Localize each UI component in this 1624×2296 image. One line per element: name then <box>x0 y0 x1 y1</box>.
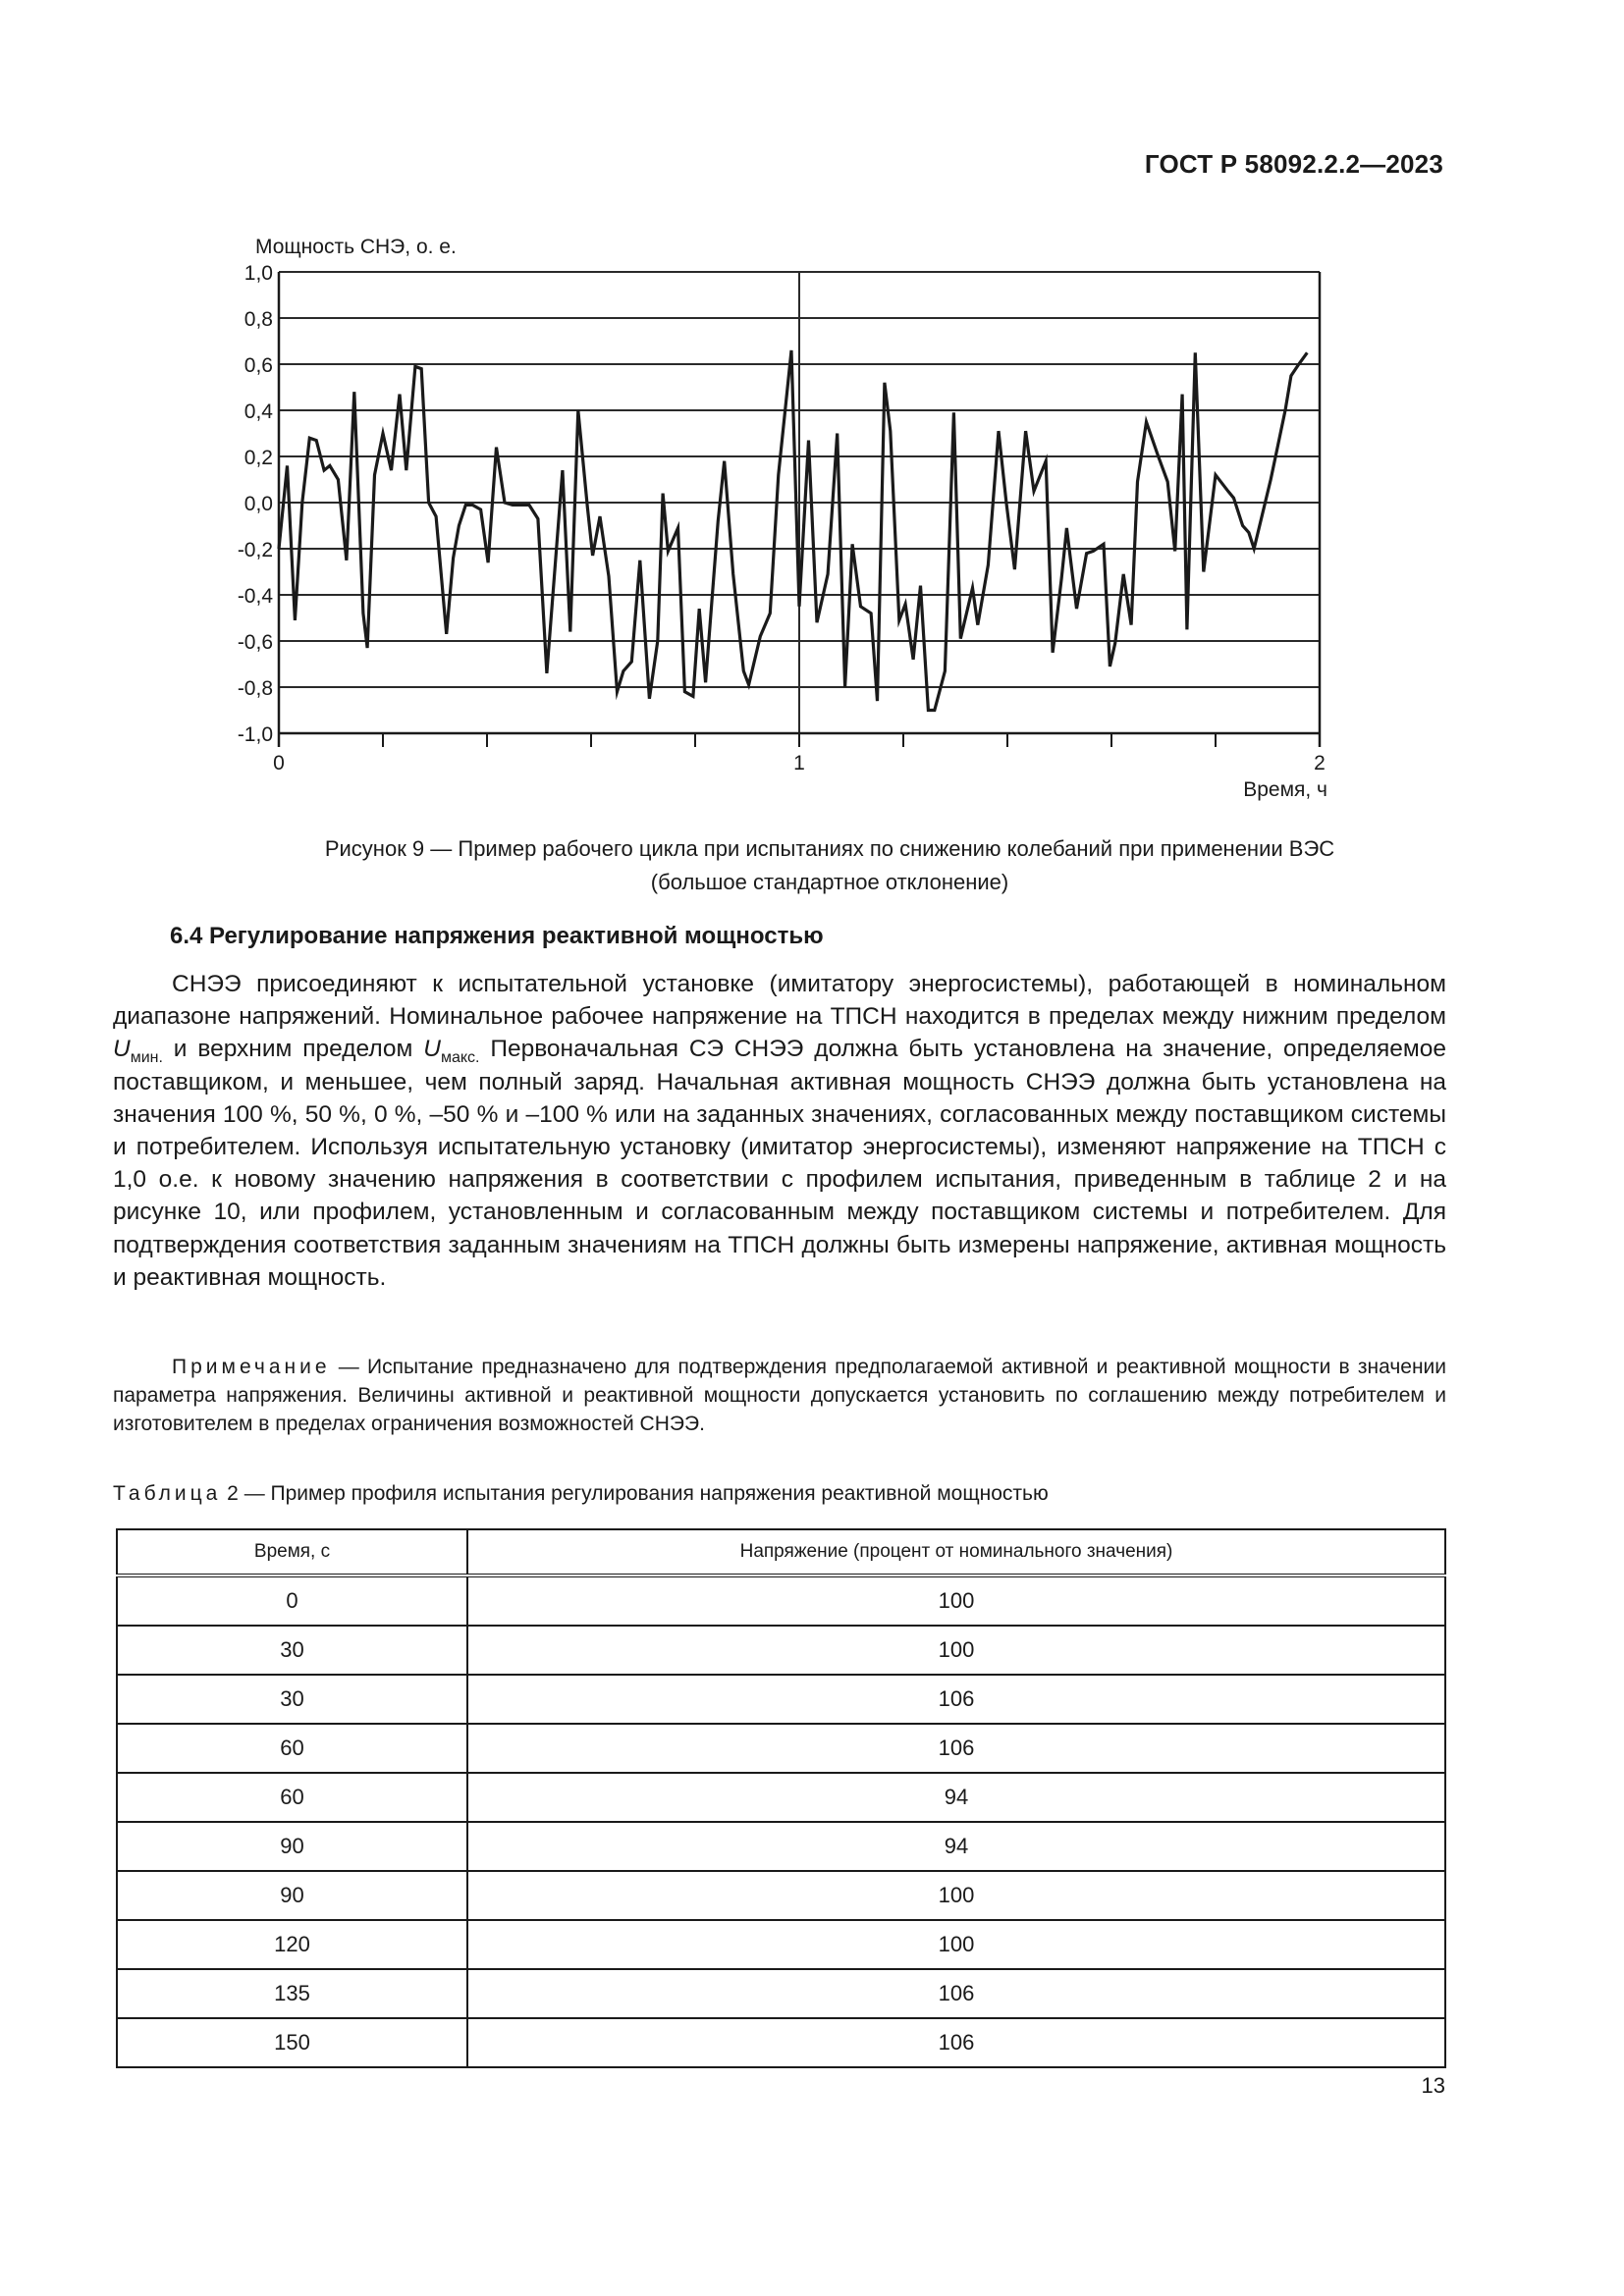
cell-time: 60 <box>117 1773 467 1822</box>
y-tick-label: 0,0 <box>244 493 273 515</box>
y-tick-label: -0,6 <box>237 631 273 654</box>
document-code-header: ГОСТ Р 58092.2.2—2023 <box>1144 149 1443 179</box>
paragraph-text-3: Первоначальная СЭ СНЭЭ должна быть установлена на значение, определяемое поставщиком, и меньшее, чем полный заряд. Начальная активная мощность СНЭЭ должна быть установлена на значения 100 %, 50 %, 0 %, –50 % и –100 % или на заданных значениях, согласованных между поставщиком системы и потребителем. Используя испытательную установку (имитатор энергосистемы), изменяют напряжение на ТПСН с 1,0 о.е. к новому значению напряжения в соответствии с профилем испытания, приведенным в таблице 2 и на рисунке 10, или профилем, установленным и согласованным между поставщиком системы и потребителем. Для подтверждения соответствия заданным значениям на ТПСН должны быть измерены напряжение, активная мощность и реактивная мощность. <box>113 1036 1446 1291</box>
header-voltage: Напряжение (процент от номинального значения) <box>467 1529 1445 1575</box>
cell-voltage: 106 <box>467 2018 1445 2067</box>
u-min-subscript: мин. <box>130 1049 163 1067</box>
page-number: 13 <box>1421 2073 1445 2098</box>
cell-voltage: 94 <box>467 1773 1445 1822</box>
cell-time: 60 <box>117 1724 467 1773</box>
cell-voltage: 106 <box>467 1675 1445 1724</box>
data-series-line <box>279 350 1307 711</box>
u-max-subscript: макс. <box>440 1049 480 1067</box>
cell-voltage: 100 <box>467 1575 1445 1626</box>
table-row <box>117 1675 1445 1724</box>
y-tick-label: 0,4 <box>244 400 273 423</box>
table-row <box>117 1920 1445 1969</box>
y-axis-label: Мощность СНЭ, о. е. <box>255 236 457 258</box>
x-axis-label: Время, ч <box>1243 778 1327 801</box>
figure-caption-line1: Рисунок 9 — Пример рабочего цикла при испытаниях по снижению колебаний при применении ВЭС <box>324 836 1335 861</box>
section-paragraph <box>113 968 1446 1294</box>
cell-time: 0 <box>117 1575 467 1626</box>
cell-time: 90 <box>117 1871 467 1920</box>
y-tick-label: -1,0 <box>237 723 273 746</box>
cell-voltage: 100 <box>467 1920 1445 1969</box>
note-text: — Испытание предназначено для подтверждения предполагаемой активной и реактивной мощности в значении параметра напряжения. Величины активной и реактивной мощности допускается установить по соглашению между потребителем и изготовителем в пределах ограничения возможностей СНЭЭ. <box>113 1356 1446 1435</box>
table-title-text: 2 — Пример профиля испытания регулирования напряжения реактивной мощностью <box>221 1482 1049 1505</box>
paragraph-text-2: и верхним пределом <box>162 1036 424 1063</box>
table-title <box>113 1482 1049 1506</box>
table-row <box>117 1969 1445 2018</box>
figure-caption-line2: (большое стандартное отклонение) <box>650 870 1009 894</box>
cell-time: 135 <box>117 1969 467 2018</box>
note-label: Примечание <box>172 1356 331 1378</box>
y-tick-label: 0,2 <box>244 447 273 469</box>
header-time: Время, с <box>117 1529 467 1575</box>
u-min-symbol: U <box>113 1036 131 1063</box>
paragraph-text-1: СНЭЭ присоединяют к испытательной установке (имитатору энергосистемы), работающей в номинальном диапазоне напряжений. Номинальное рабочее напряжение на ТПСН находится в пределах между нижним пределом <box>113 971 1446 1031</box>
cell-voltage: 100 <box>467 1626 1445 1675</box>
u-max-symbol: U <box>423 1036 441 1063</box>
cell-time: 120 <box>117 1920 467 1969</box>
cell-time: 150 <box>117 2018 467 2067</box>
voltage-profile-table <box>116 1528 1446 2068</box>
table-header-row <box>117 1529 1445 1575</box>
y-tick-label: 0,8 <box>244 308 273 331</box>
cell-voltage: 100 <box>467 1871 1445 1920</box>
cell-time: 30 <box>117 1626 467 1675</box>
x-tick-label: 0 <box>273 752 285 774</box>
table-row <box>117 2018 1445 2067</box>
note-block <box>113 1353 1446 1438</box>
y-tick-label: 1,0 <box>244 262 273 285</box>
cell-time: 90 <box>117 1822 467 1871</box>
y-tick-label: 0,6 <box>244 354 273 377</box>
section-title: 6.4 Регулирование напряжения реактивной мощностью <box>170 923 824 949</box>
y-tick-label: -0,4 <box>237 585 273 608</box>
table-row <box>117 1822 1445 1871</box>
table-row <box>117 1575 1445 1626</box>
x-tick-label: 2 <box>1314 752 1326 774</box>
table-row <box>117 1626 1445 1675</box>
figure-caption <box>157 832 1502 899</box>
y-tick-label: -0,2 <box>237 539 273 561</box>
cell-voltage: 106 <box>467 1724 1445 1773</box>
cell-time: 30 <box>117 1675 467 1724</box>
cell-voltage: 94 <box>467 1822 1445 1871</box>
table-row <box>117 1724 1445 1773</box>
y-tick-label: -0,8 <box>237 677 273 700</box>
table-label: Таблица <box>113 1482 222 1505</box>
cell-voltage: 106 <box>467 1969 1445 2018</box>
power-line-chart <box>187 216 1365 815</box>
x-tick-label: 1 <box>793 752 805 774</box>
table-row <box>117 1773 1445 1822</box>
table-row <box>117 1871 1445 1920</box>
